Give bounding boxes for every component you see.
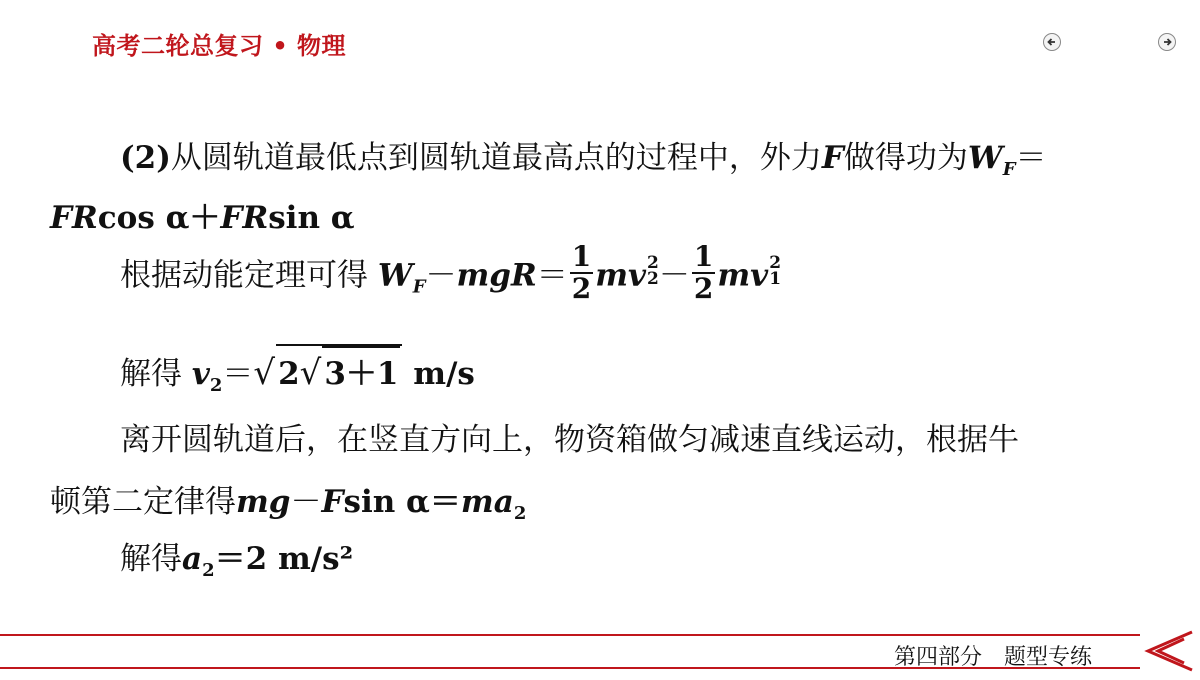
math-var: mv [595, 257, 647, 294]
sqrt-icon: √ [299, 353, 322, 393]
fraction-numerator: 1 [693, 240, 714, 273]
math-var: mv [717, 257, 769, 294]
math-text: ＝2 m/s² [214, 541, 354, 577]
math-superscript: 2 [647, 253, 659, 273]
text-fragment: 做得功为 [843, 140, 968, 176]
unit-label: m/s [402, 356, 475, 392]
math-var: F [821, 140, 844, 176]
math-subscript: F [412, 276, 426, 298]
paragraph-line-5: 离开圆轨道后，在竖直方向上，物资箱做匀减速直线运动，根据牛 [120, 422, 1019, 458]
math-text: sin α [268, 200, 355, 236]
footer-section: 第四部分 [894, 645, 983, 670]
math-subscript: 2 [647, 269, 659, 289]
math-subscript: 2 [209, 375, 223, 397]
back-chevron-icon [1134, 626, 1200, 676]
course-title: 高考二轮总复习 • 物理 [92, 32, 347, 60]
math-text: sin α＝ [343, 484, 461, 520]
paragraph-line-2 [50, 192, 355, 237]
paragraph-line-1 [120, 132, 1047, 181]
math-text: 2 [278, 356, 300, 392]
fraction-denominator: 2 [571, 272, 592, 305]
math-var: v [191, 356, 210, 392]
math-text: cos α＋ [97, 200, 221, 236]
footer-topic: 题型专练 [1004, 645, 1093, 670]
next-page-button[interactable] [1157, 32, 1177, 52]
math-var: FR [220, 200, 269, 236]
sqrt-body-inner: 3＋1 [322, 346, 400, 393]
text-fragment: 顿第二定律得 [50, 484, 236, 520]
sqrt-body [276, 344, 402, 393]
part-label: (2) [120, 140, 171, 176]
back-arrow-icon [1042, 32, 1062, 52]
math-var: W [377, 257, 413, 294]
math-var: ma [460, 484, 514, 520]
math-subscript: 2 [513, 503, 527, 525]
math-var: F [321, 484, 344, 520]
sup-sub-stack [647, 255, 659, 287]
math-var: W [967, 140, 1003, 176]
fraction [570, 242, 593, 304]
paragraph-line-3 [120, 240, 782, 308]
minus-sign: － [290, 484, 322, 520]
math-var: mg [236, 484, 291, 520]
paragraph-line-6 [50, 476, 527, 525]
math-subscript: 1 [769, 269, 782, 289]
fraction [692, 242, 715, 304]
footer-section-label [894, 640, 1092, 671]
return-button[interactable] [1134, 626, 1200, 680]
fraction-denominator: 2 [693, 272, 714, 305]
equals-sign: ＝ [1015, 140, 1047, 176]
minus-sign: － [425, 257, 457, 294]
footer-divider-top [0, 634, 1140, 636]
math-subscript: F [1002, 159, 1016, 181]
text-fragment: 从圆轨道最低点到圆轨道最高点的过程中，外力 [170, 140, 822, 176]
text-fragment: 根据动能定理可得 [120, 257, 378, 294]
fraction-numerator: 1 [571, 240, 592, 273]
sup-sub-stack [769, 255, 781, 287]
paragraph-line-4 [120, 344, 475, 397]
equals-sign: ＝ [536, 257, 568, 294]
math-var: mgR [456, 257, 537, 294]
minus-sign: － [658, 257, 690, 294]
math-var: a [182, 541, 203, 577]
text-fragment: 解得 [120, 541, 182, 577]
sqrt-icon: √ [253, 353, 276, 393]
math-subscript: 2 [202, 560, 215, 582]
math-superscript: 2 [769, 253, 782, 273]
math-var: FR [50, 200, 98, 236]
paragraph-line-7 [120, 533, 354, 582]
equals-sign: ＝ [222, 356, 254, 392]
text-fragment: 解得 [120, 356, 192, 392]
forward-arrow-icon [1157, 32, 1177, 52]
prev-page-button[interactable] [1042, 32, 1062, 52]
